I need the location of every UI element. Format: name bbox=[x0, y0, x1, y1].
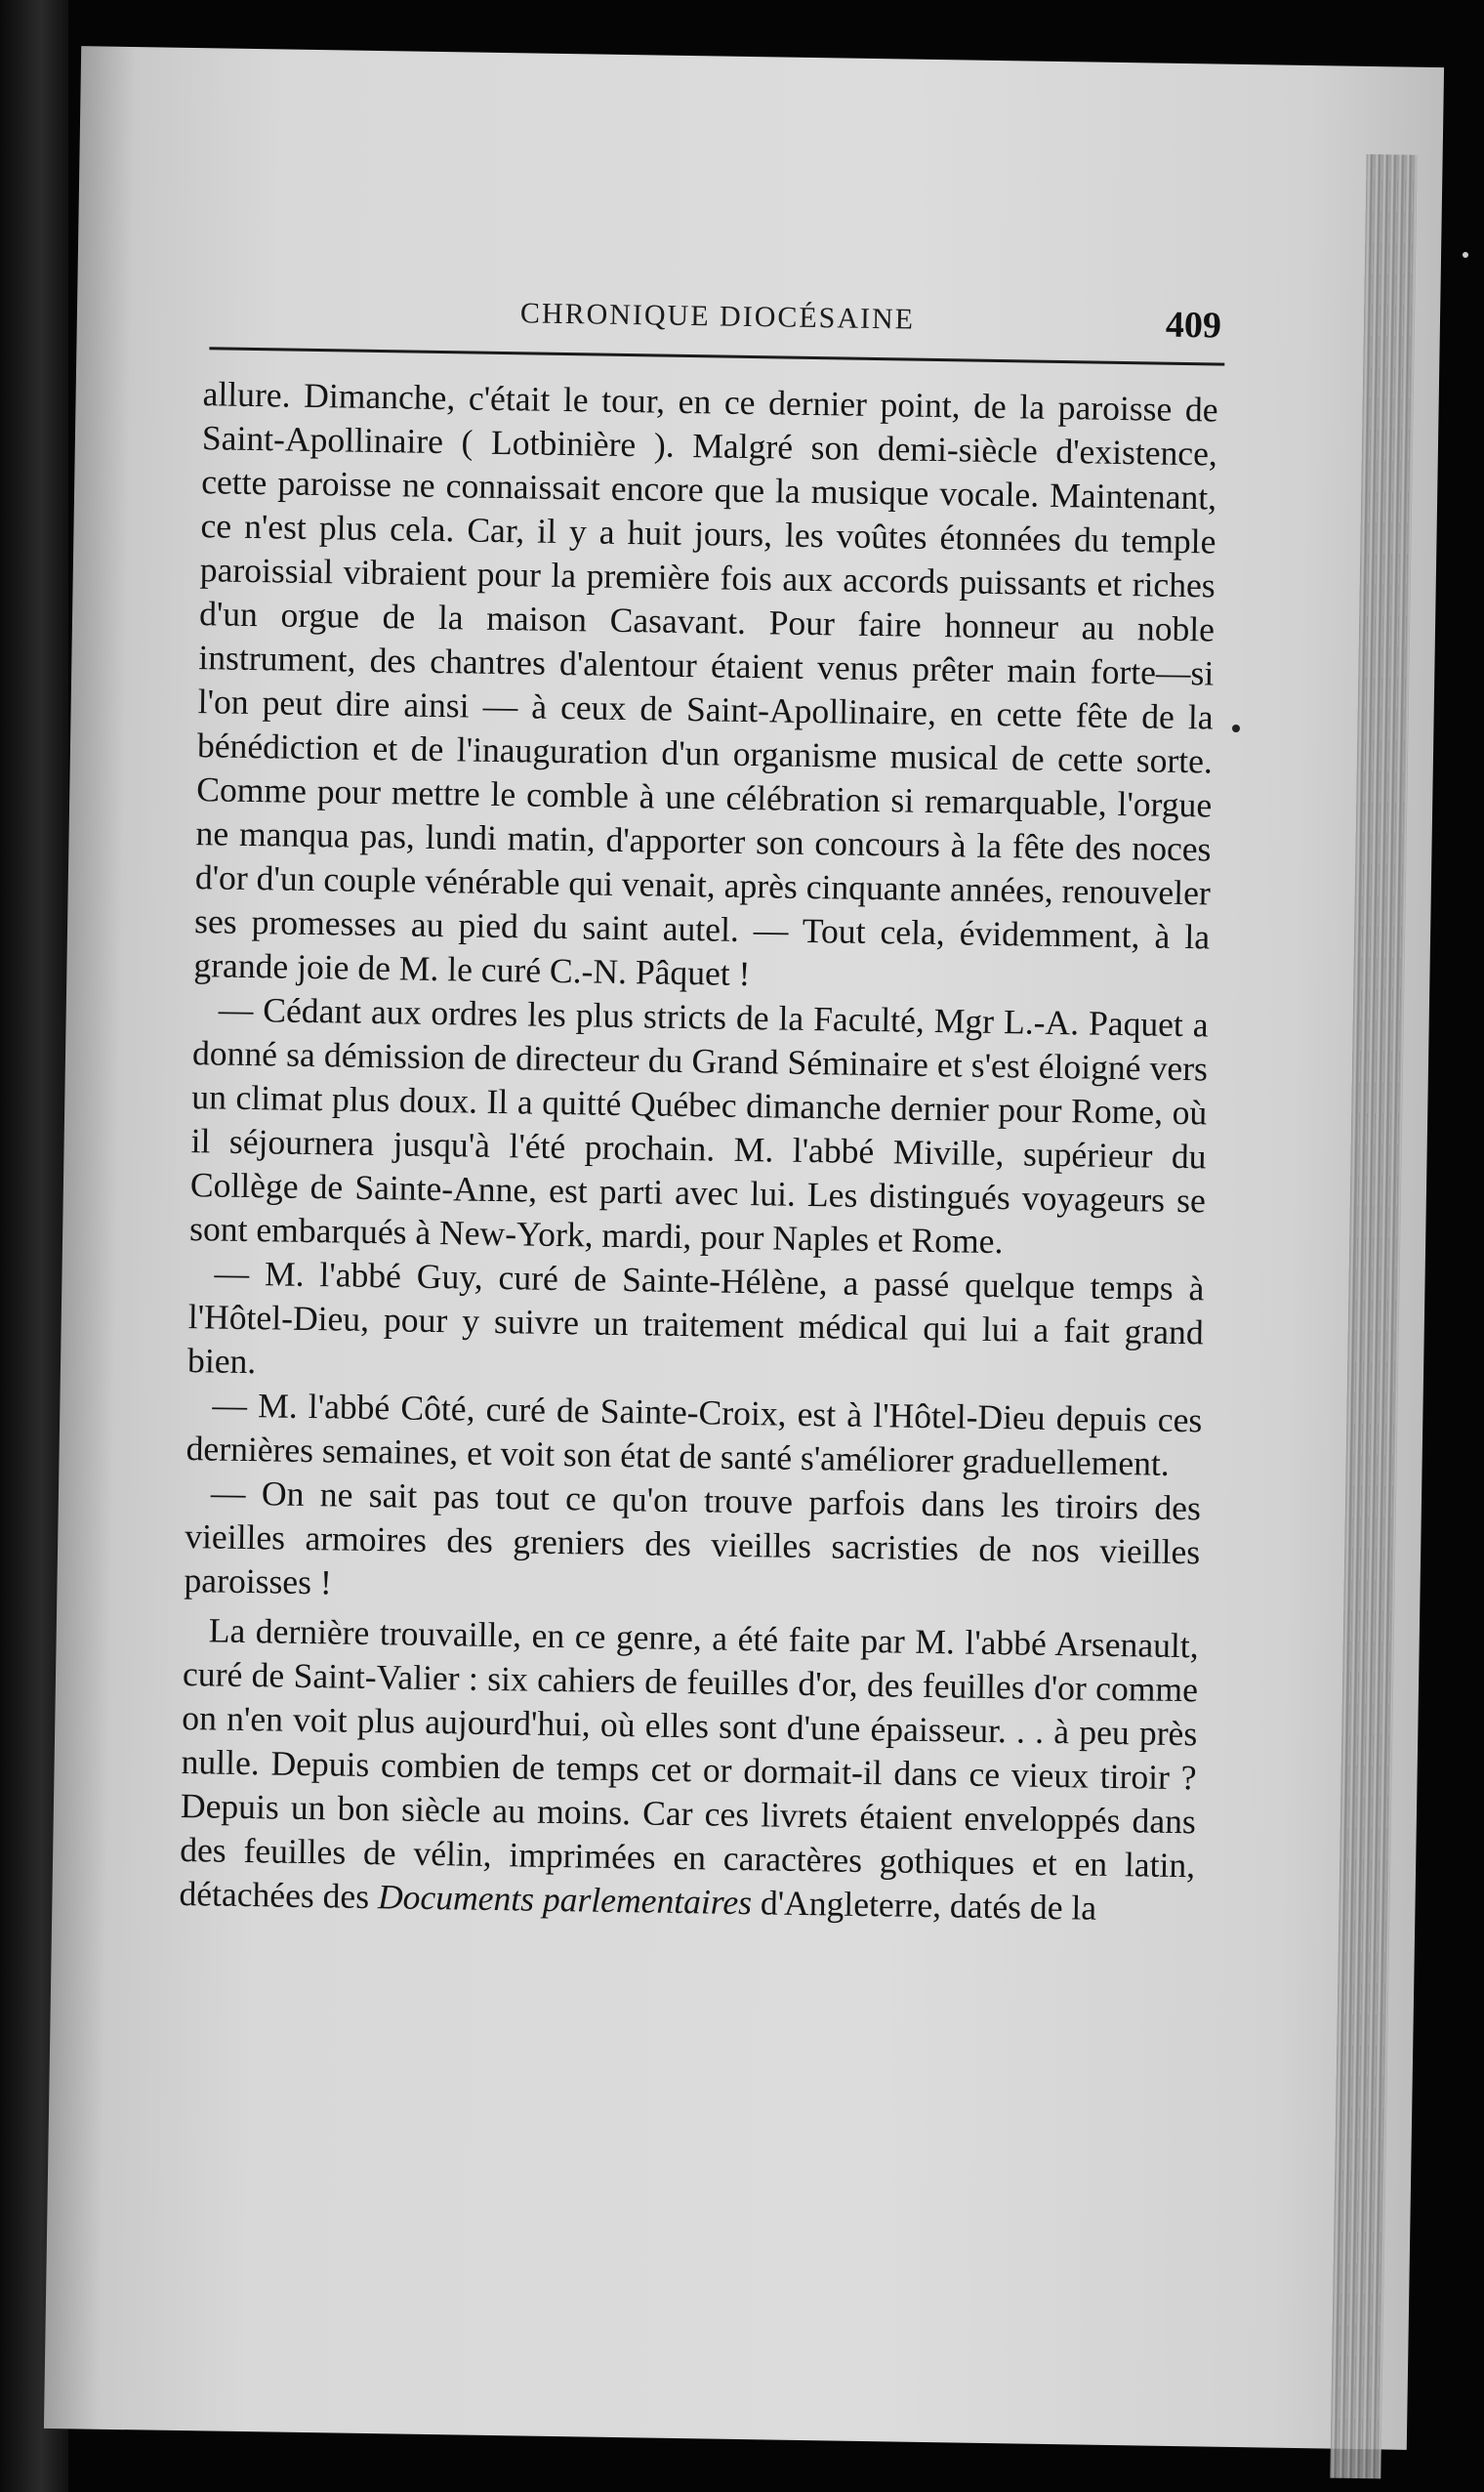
scan-speck bbox=[1232, 725, 1240, 732]
running-header bbox=[209, 288, 1225, 365]
body-text bbox=[179, 372, 1218, 1931]
paragraph: — M. l'abbé Côté, curé de Sainte-Croix, est à l'Hôtel-Dieu depuis ces dernières semaines, et voit son état de santé s'améliorer graduellement. bbox=[186, 1385, 1203, 1483]
book-page bbox=[44, 46, 1444, 2450]
running-title: CHRONIQUE DIOCÉSAINE bbox=[519, 297, 916, 336]
paragraph bbox=[179, 1608, 1199, 1931]
paragraph: — Cédant aux ordres les plus stricts de la Faculté, Mgr L.-A. Paquet a donné sa démission de directeur du Grand Séminaire et s'est éloigné vers un climat plus doux. Il a quitté Québec dimanche dernier pour Rome, où il séjournera jusqu'à l'été prochain. M. l'abbé Miville, supérieur du Collège de Sainte-Anne, est parti avec lui. Les distingués voyageurs se sont embarqués à New-York, mardi, pour Naples et Rome. bbox=[188, 989, 1209, 1262]
page-stack-edge bbox=[1330, 154, 1417, 2479]
scan-speck bbox=[1463, 252, 1468, 258]
paragraph-text: La dernière trouvaille, en ce genre, a été faite par M. l'abbé Arsenault, curé de Saint-Valier : six cahiers de feuilles d'or, des feuilles d'or comme on n'en voit plus aujourd'hui, où elles sont d'une épaisseur. . . à peu près nulle. Depuis combien de temps cet or dormait-il dans ce vieux tiroir ? Depuis un bon siècle au moins. Car ces livrets étaient enveloppés dans des feuilles de vélin, imprimées en caractères gothiques et en latin, détachées des bbox=[179, 1610, 1199, 1917]
paragraph: — On ne sait pas tout ce qu'on trouve parfois dans les tiroirs des vieilles armoires des greniers des vieilles sacristies de nos vieilles paroisses ! bbox=[184, 1473, 1202, 1602]
italic-title: Documents parlementaires bbox=[377, 1877, 753, 1923]
paragraph: — M. l'abbé Guy, curé de Sainte-Hélène, a passé quelque temps à l'Hôtel-Dieu, pour y suivre un traitement médical qui lui a fait grand bien. bbox=[186, 1253, 1205, 1382]
paragraph: allure. Dimanche, c'était le tour, en ce dernier point, de la paroisse de Saint-Apollinaire ( Lotbinière ). Malgré son demi-siècle d'existence, cette paroisse ne connaissait encore que la musique vocale. Maintenant, ce n'est plus cela. Car, il y a huit jours, les voûtes étonnées du temple paroissial vibraient pour la première fois aux accords puissants et riches d'un orgue de la maison Casavant. Pour faire honneur au noble instrument, des chantres d'alentour étaient venus prêter main forte—si l'on peut dire ainsi — à ceux de Saint-Apollinaire, en cette fête de la bénédiction et de l'inauguration d'un organisme musical de cette sorte. Comme pour mettre le comble à une célébration si remarquable, l'orgue ne manqua pas, lundi matin, d'apporter son concours à la fête des noces d'or d'un couple vénérable qui venait, après cinquante années, renouveler ses promesses au pied du saint autel. — Tout cela, évidemment, à la grande joie de M. le curé C.-N. Pâquet ! bbox=[193, 374, 1218, 994]
page-number: 409 bbox=[1165, 304, 1222, 347]
paragraph-text: d'Angleterre, datés de la bbox=[751, 1883, 1097, 1928]
